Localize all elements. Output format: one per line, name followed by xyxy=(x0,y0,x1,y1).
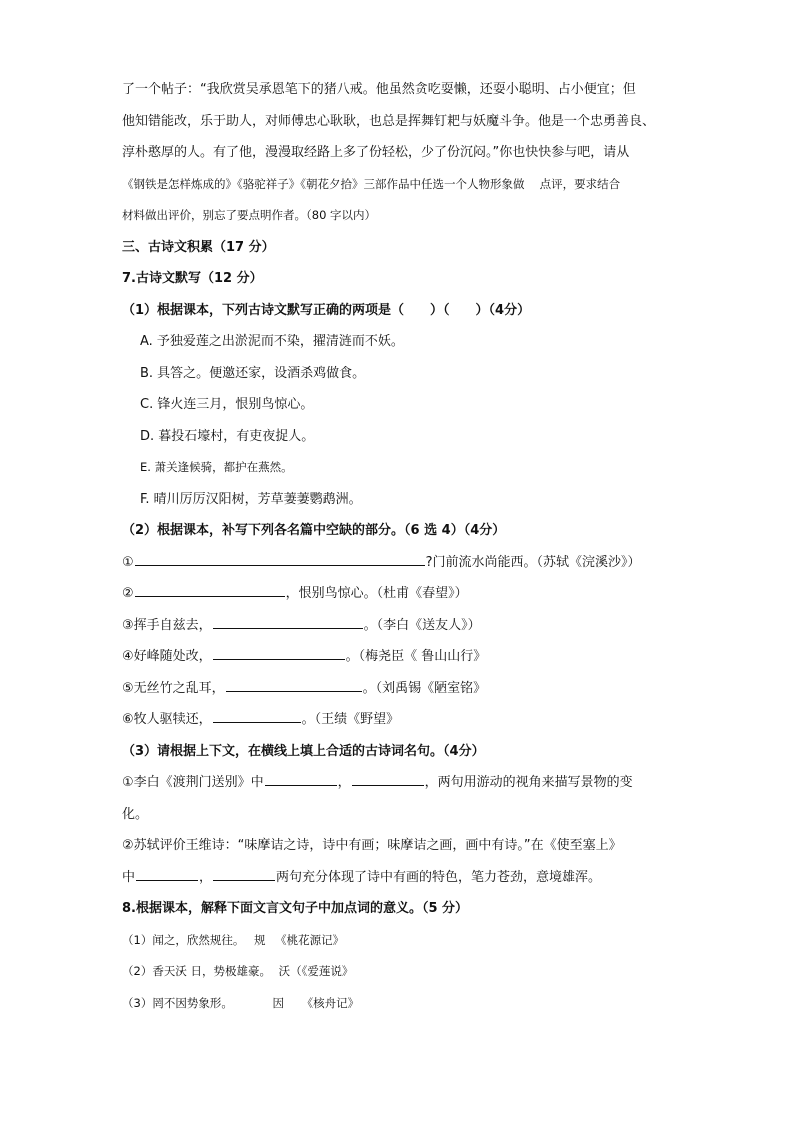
option-f: F. 晴川厉厉汉阳树，芳草萋萋鹦鹉洲。 xyxy=(140,491,362,507)
fill-item-3-post: 。（李白《送友人》） xyxy=(363,617,481,633)
q8-target-word: 因 xyxy=(272,995,284,1010)
q8-sentence-part: 闻之，欣然 xyxy=(152,932,210,947)
answer-blank[interactable] xyxy=(136,865,198,881)
context-item-1 xyxy=(122,767,682,799)
context-item-2-answer xyxy=(122,862,682,894)
fill-item-5-pre: ⑤无丝竹之乱耳， xyxy=(122,680,225,696)
option-c: C. 锋火连三月，恨别鸟惊心。 xyxy=(140,397,314,412)
context-item-1-mid: ， xyxy=(337,775,351,790)
q8-source: （《爱莲说》 xyxy=(290,964,354,978)
q8-item-2 xyxy=(122,956,682,988)
answer-blank[interactable] xyxy=(226,676,362,692)
answer-blank[interactable] xyxy=(213,865,275,881)
option-b: B. 具答之。便邀还家，设酒杀鸡做食。 xyxy=(140,365,366,381)
intro-line-3: 淳朴憨厚的人。有了他，漫漫取经路上多了份轻松，少了份沉闷。”你也快快参与吧，请从 xyxy=(122,145,630,160)
fill-item-2-post: ，恨别鸟惊心。（杜甫《春望》） xyxy=(285,586,468,601)
q8-sentence-part: 往。 xyxy=(221,932,245,947)
dotted-word: 因 · xyxy=(175,996,187,1010)
document-page xyxy=(122,74,682,1019)
option-e: E. 萧关逢候骑，都护在燕然。 xyxy=(140,460,293,474)
q7-part3-prompt: （3）请根据上下文，在横线上填上合适的古诗词名句。（4分） xyxy=(122,743,485,759)
option-a: A. 予独爱莲之出淤泥而不染，擢清涟而不妖。 xyxy=(140,334,404,349)
answer-blank[interactable] xyxy=(265,770,337,786)
context-item-2-pre: 中 xyxy=(122,869,136,885)
intro-line-5: 材料做出评价，别忘了要点明作者。（80 字以内） xyxy=(122,208,377,222)
answer-blank[interactable] xyxy=(213,613,363,629)
q8-item-number: （2） xyxy=(122,964,153,978)
fill-item-4-pre: ④好峰随处改， xyxy=(122,649,212,664)
context-item-2-post: 两句充分体现了诗中有画的特色，笔力苍劲，意境雄浑。 xyxy=(276,869,602,885)
fill-item-1 xyxy=(122,547,682,579)
fill-item-3 xyxy=(122,610,682,642)
intro-line-2: 他知错能改，乐于助人，对师傅忠心耿耿，也总是挥舞钉耙与妖魔斗争。他是一个忠勇善良、 xyxy=(122,113,656,129)
q8-target-word: 沃 xyxy=(278,964,291,978)
context-item-2: ②苏轼评价王维诗：“味摩诘之诗，诗中有画；味摩诘之画，画中有诗。”在《使至塞上》 xyxy=(122,838,622,853)
section-3-heading: 三、古诗文积累（17 分） xyxy=(122,239,275,255)
q8-item-1 xyxy=(122,925,682,957)
fill-item-6-pre: ⑥牧人驱犊还， xyxy=(122,712,212,727)
fill-item-3-pre: ③挥手自兹去， xyxy=(122,617,212,633)
q8-item-number: （3） xyxy=(122,995,153,1010)
dotted-word: 规 · xyxy=(210,933,222,947)
q8-item-3 xyxy=(122,988,682,1020)
answer-blank[interactable] xyxy=(135,550,425,566)
fill-item-1-post: ?门前流水尚能西。（苏轼《浣溪沙》） xyxy=(425,554,641,570)
answer-blank[interactable] xyxy=(213,644,345,660)
fill-item-2 xyxy=(122,578,682,610)
q8-target-word: 规 xyxy=(253,932,266,947)
q8-sentence-part: 日，势极雄豪。 xyxy=(186,964,271,978)
fill-item-4-post: 。（梅尧臣《 鲁山山行》 xyxy=(345,649,487,664)
answer-blank[interactable] xyxy=(213,707,301,723)
q8-sentence-part: 势象形。 xyxy=(186,995,233,1010)
answer-blank[interactable] xyxy=(352,770,424,786)
fill-item-5-post: 。（刘禹锡《陋室铭》 xyxy=(362,680,487,696)
answer-blank[interactable] xyxy=(135,581,285,597)
q8-sentence-part: 罔不 xyxy=(152,995,176,1010)
intro-line-1: 了一个帖子：“我欣赏吴承恩笔下的猪八戒。他虽然贪吃耍懒，还耍小聪明、占小便宜；但 xyxy=(122,82,636,97)
option-d: D. 暮投石壕村，有吏夜捉人。 xyxy=(140,428,315,444)
q8-sentence-part: 香天 xyxy=(152,964,176,978)
fill-item-1-pre: ① xyxy=(122,554,134,570)
context-item-2-mid: ， xyxy=(199,869,213,885)
context-item-1-continued: 化。 xyxy=(122,806,149,822)
q8-item-number: （1） xyxy=(122,932,153,947)
fill-item-6-post: 。（王绩《野望》 xyxy=(301,712,400,727)
context-item-1-post: ，两句用游动的视角来描写景物的变 xyxy=(424,775,633,790)
q8-source: 《桃花源记》 xyxy=(275,932,345,947)
q7-heading: 7.古诗文默写（12 分） xyxy=(122,271,263,286)
context-item-1-pre: ①李白《渡荆门送别》中 xyxy=(122,775,264,790)
fill-item-5 xyxy=(122,673,682,705)
fill-item-6 xyxy=(122,704,682,736)
intro-line-4: 《钢铁是怎样炼成的》《骆驼祥子》《朝花夕拾》三部作品中任选一个人物形象做 点评，要求结合 xyxy=(122,176,621,191)
q8-source: 《核舟记》 xyxy=(301,995,360,1010)
fill-item-4 xyxy=(122,641,682,673)
q7-part1-prompt: （1）根据课本，下列古诗文默写正确的两项是（ ）（ ）（4分） xyxy=(122,302,531,318)
fill-item-2-pre: ② xyxy=(122,586,134,601)
dotted-word: 沃 · xyxy=(175,964,187,978)
q7-part2-prompt: （2）根据课本，补写下列各名篇中空缺的部分。（6 选 4）（4分） xyxy=(122,523,506,538)
q8-heading: 8.根据课本，解释下面文言文句子中加点词的意义。（5 分） xyxy=(122,901,469,916)
